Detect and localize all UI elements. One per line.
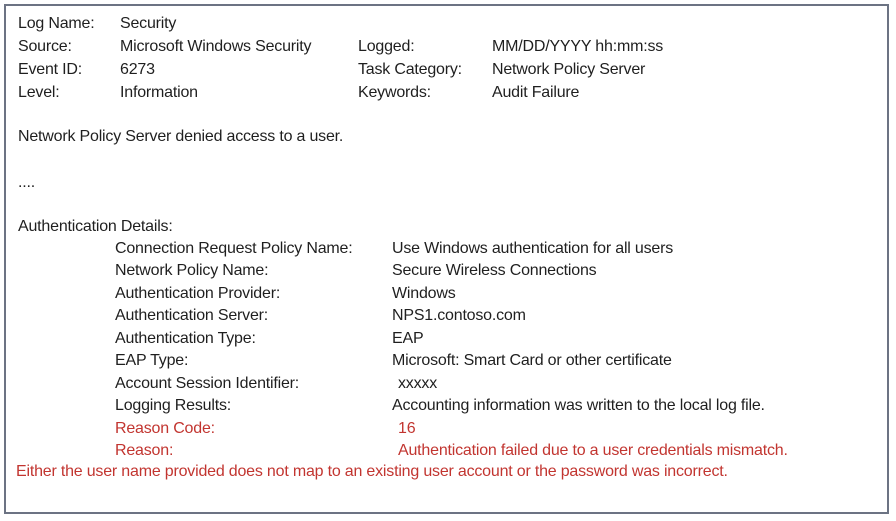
logged-value: MM/DD/YYYY hh:mm:ss [492,38,664,55]
detail-row-reason [0,442,896,464]
account-session-identifier-label: Account Session Identifier: [115,375,300,392]
detail-row-logging-results [0,397,896,419]
source-value: Microsoft Windows Security [120,38,312,55]
reason-code-value: 16 [398,420,416,437]
field-row-level-keywords [0,84,896,106]
account-session-identifier-value: xxxxx [398,375,438,392]
logged-label: Logged: [358,38,415,55]
detail-row-authentication-server [0,307,896,329]
detail-row-connection-request-policy [0,240,896,262]
task-category-value: Network Policy Server [492,61,646,78]
detail-row-account-session-identifier [0,375,896,397]
event-description [0,128,896,150]
field-row-source-logged [0,38,896,60]
connection-request-policy-label: Connection Request Policy Name: [115,240,353,257]
reason-code-label: Reason Code: [115,420,215,437]
event-id-value: 6273 [120,61,155,78]
level-value: Information [120,84,198,101]
level-label: Level: [18,84,60,101]
log-name-value: Security [120,15,177,32]
authentication-server-value: NPS1.contoso.com [392,307,526,324]
detail-row-eap-type [0,352,896,374]
field-row-log-name [0,15,896,37]
source-label: Source: [18,38,72,55]
eap-type-label: EAP Type: [115,352,189,369]
reason-label: Reason: [115,442,174,459]
logging-results-value: Accounting information was written to the local log file. [392,397,765,414]
keywords-value: Audit Failure [492,84,580,101]
field-row-eventid-taskcategory [0,61,896,83]
logging-results-label: Logging Results: [115,397,231,414]
authentication-type-value: EAP [392,330,424,347]
keywords-label: Keywords: [358,84,431,101]
auth-details-heading-text: Authentication Details: [18,218,173,235]
authentication-provider-value: Windows [392,285,456,302]
authentication-server-label: Authentication Server: [115,307,269,324]
reason-value: Authentication failed due to a user credentials mismatch. [398,442,788,459]
detail-row-reason-code [0,420,896,442]
ellipsis-text: .... [18,174,35,191]
authentication-type-label: Authentication Type: [115,330,256,347]
event-id-label: Event ID: [18,61,83,78]
connection-request-policy-value: Use Windows authentication for all users [392,240,674,257]
network-policy-name-value: Secure Wireless Connections [392,262,597,279]
eap-type-value: Microsoft: Smart Card or other certificate [392,352,672,369]
network-policy-name-label: Network Policy Name: [115,262,269,279]
reason-footer-note-text: Either the user name provided does not map to an existing user account or the password was incorrect. [16,463,728,480]
log-name-label: Log Name: [18,15,95,32]
detail-row-authentication-provider [0,285,896,307]
reason-footer-note [0,463,896,485]
task-category-label: Task Category: [358,61,462,78]
authentication-provider-label: Authentication Provider: [115,285,281,302]
detail-row-authentication-type [0,330,896,352]
detail-row-network-policy-name [0,262,896,284]
event-description-text: Network Policy Server denied access to a user. [18,128,344,145]
auth-details-heading [0,218,896,240]
ellipsis-line [0,174,896,196]
